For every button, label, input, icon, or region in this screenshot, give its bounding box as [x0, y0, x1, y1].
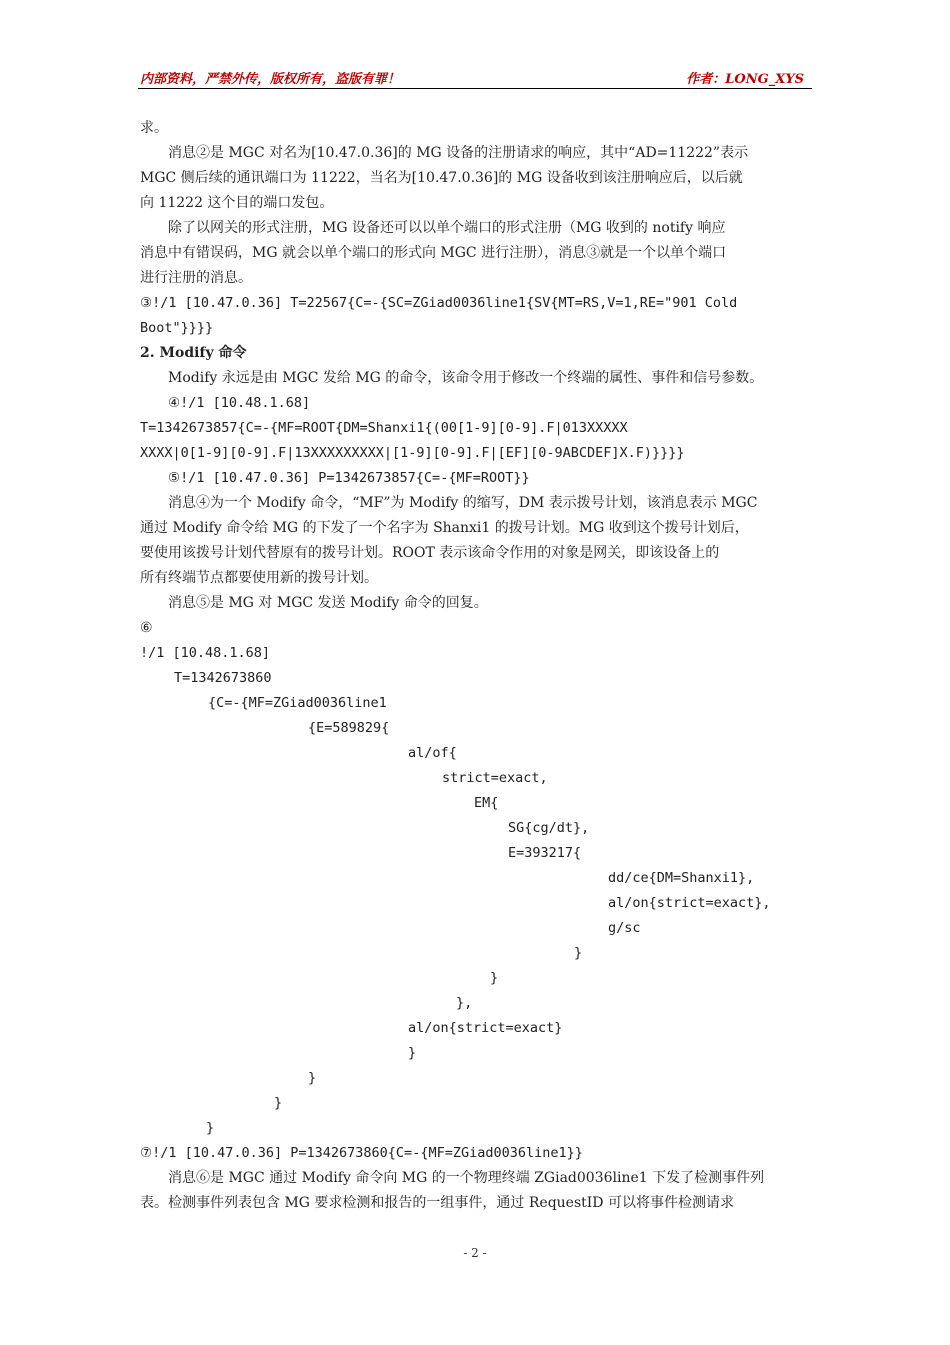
code-line: g/sc	[608, 920, 641, 936]
page-number: - 2 -	[463, 1246, 487, 1260]
text-line: 求。	[140, 120, 168, 136]
code-line: dd/ce{DM=Shanxi1},	[608, 870, 755, 886]
section-heading: 2. Modify 命令	[140, 345, 247, 361]
text-line: 表。检测事件列表包含 MG 要求检测和报告的一组事件，通过 RequestID 可以将事件检测请求	[140, 1195, 734, 1211]
code-line: ⑤!/1 [10.47.0.36] P=1342673857{C=-{MF=ROOT}}	[168, 470, 530, 486]
code-line: al/on{strict=exact}	[408, 1020, 563, 1036]
text-line: 向 11222 这个目的端口发包。	[140, 195, 334, 211]
code-line: },	[456, 995, 473, 1011]
code-line: {E=589829{	[308, 720, 390, 736]
code-line: }	[408, 1045, 417, 1061]
text-line: 所有终端节点都要使用新的拨号计划。	[140, 570, 378, 586]
page-header	[138, 68, 812, 89]
code-line: E=393217{	[508, 845, 582, 861]
text-line: 消息④为一个 Modify 命令，“MF”为 Modify 的缩写，DM 表示拨号计划，该消息表示 MGC	[168, 495, 758, 511]
code-line: }	[274, 1095, 283, 1111]
code-line: strict=exact,	[442, 770, 548, 786]
code-line: ③!/1 [10.47.0.36] T=22567{C=-{SC=ZGiad0036line1{SV{MT=RS,V=1,RE="901 Cold	[140, 295, 738, 311]
code-line: T=1342673857{C=-{MF=ROOT{DM=Shanxi1{(00[1-9][0-9].F|013XXXXX	[140, 420, 628, 436]
code-line: al/on{strict=exact},	[608, 895, 771, 911]
text-line: 消息②是 MGC 对名为[10.47.0.36]的 MG 设备的注册请求的响应，其中“AD=11222”表示	[168, 145, 749, 161]
code-line: XXXX|0[1-9][0-9].F|13XXXXXXXXX|[1-9][0-9].F|[EF][0-9ABCDEF]X.F)}}}}	[140, 445, 685, 461]
text-line: 消息中有错误码，MG 就会以单个端口的形式向 MGC 进行注册），消息③就是一个以单个端口	[140, 245, 727, 261]
code-line: Boot"}}}}	[140, 320, 214, 336]
text-line: MGC 侧后续的通讯端口为 11222，当名为[10.47.0.36]的 MG 设备收到该注册响应后，以后就	[140, 170, 743, 186]
text-line: 消息⑤是 MG 对 MGC 发送 Modify 命令的回复。	[168, 595, 488, 611]
text-line: Modify 永远是由 MGC 发给 MG 的命令，该命令用于修改一个终端的属性、事件和信号参数。	[168, 370, 764, 386]
header-notice: 内部资料，严禁外传，版权所有，盗版有罪！	[140, 72, 401, 87]
code-line: }	[490, 970, 499, 986]
code-line: al/of{	[408, 745, 457, 761]
text-line: ⑥	[140, 620, 153, 636]
text-line: 消息⑥是 MGC 通过 Modify 命令向 MG 的一个物理终端 ZGiad0036line1 下发了检测事件列	[168, 1170, 765, 1186]
code-line: }	[206, 1120, 215, 1136]
code-line: ⑦!/1 [10.47.0.36] P=1342673860{C=-{MF=ZGiad0036line1}}	[140, 1145, 583, 1161]
code-line: !/1 [10.48.1.68]	[140, 645, 271, 661]
code-line: T=1342673860	[174, 670, 272, 686]
code-line: }	[574, 945, 583, 961]
text-line: 除了以网关的形式注册，MG 设备还可以以单个端口的形式注册（MG 收到的 notify 响应	[168, 220, 726, 236]
code-line: EM{	[474, 795, 499, 811]
code-line: {C=-{MF=ZGiad0036line1	[208, 695, 387, 711]
header-author: 作者：LONG_XYS	[686, 72, 804, 87]
text-line: 要使用该拨号计划代替原有的拨号计划。ROOT 表示该命令作用的对象是网关，即该设备上的	[140, 545, 720, 561]
text-line: 通过 Modify 命令给 MG 的下发了一个名字为 Shanxi1 的拨号计划。MG 收到这个拨号计划后，	[140, 520, 749, 536]
code-line: ④!/1 [10.48.1.68]	[168, 395, 311, 411]
text-line: 进行注册的消息。	[140, 270, 252, 286]
code-line: SG{cg/dt},	[508, 820, 590, 836]
code-line: }	[308, 1070, 317, 1086]
